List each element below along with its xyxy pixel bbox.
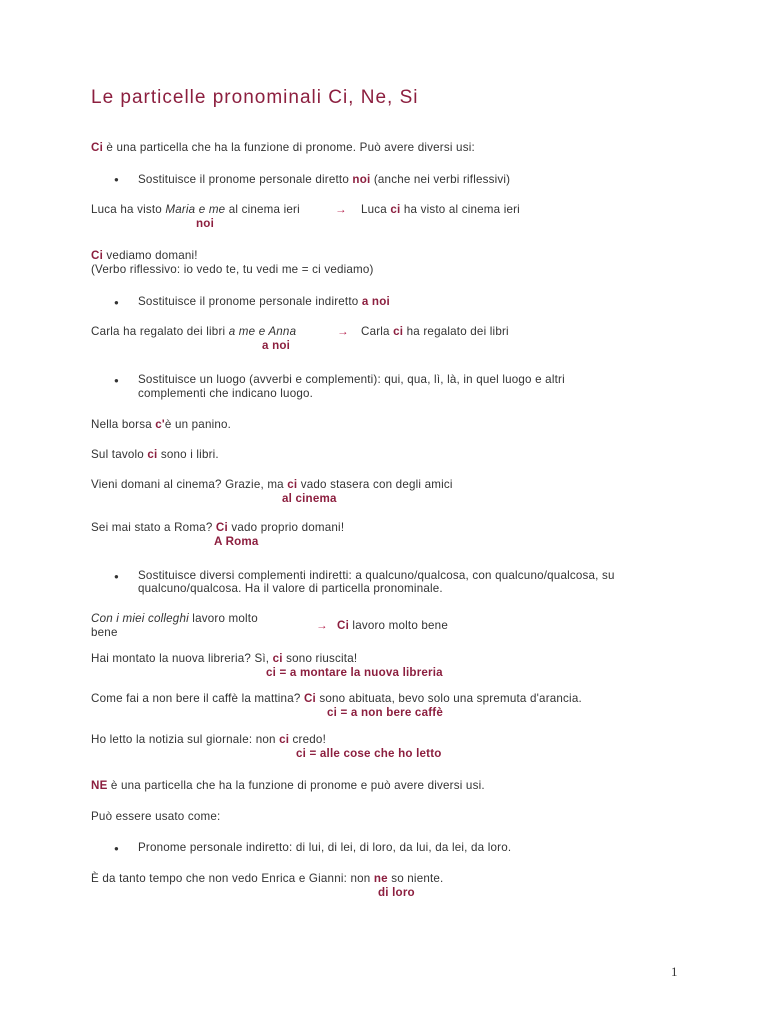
text: lavoro molto: [188, 612, 258, 625]
text: è una particella che ha la funzione di pronome. Può avere diversi usi:: [103, 141, 475, 154]
bullet-item-5: Pronome personale indiretto: di lui, di lei, di loro, da lui, da lei, da loro.: [138, 841, 512, 854]
arrow-right-icon: →: [316, 619, 328, 632]
example-3-left: [91, 325, 296, 339]
page-title: Le particelle pronominali Ci, Ne, Si: [91, 87, 419, 108]
bullet-item-3-line1: Sostituisce un luogo (avverbi e complementi): qui, qua, lì, là, in quel luogo e altri: [138, 373, 565, 386]
keyword: Ci: [303, 692, 316, 705]
gloss: ci = alle cose che ho letto: [296, 747, 442, 760]
text: Come fai a non bere il caffè la mattina?: [91, 692, 304, 705]
arrow-right-icon: →: [335, 203, 347, 216]
keyword: ci: [287, 478, 298, 491]
keyword: ci: [390, 203, 401, 216]
text: so niente.: [387, 872, 444, 885]
text: Carla ha regalato dei libri: [91, 325, 229, 338]
text-italic: a me e Anna: [228, 325, 297, 338]
gloss: a noi: [262, 339, 291, 352]
text: vediamo domani!: [103, 249, 198, 262]
keyword: noi: [352, 173, 371, 186]
example-7: [91, 521, 344, 535]
text: sono i libri.: [157, 448, 219, 461]
text: vado proprio domani!: [227, 521, 345, 534]
bullet-icon: ●: [114, 376, 119, 385]
text: sono riuscita!: [282, 652, 358, 665]
text: Hai montato la nuova libreria? Sì,: [91, 652, 273, 665]
example-9: [91, 652, 357, 666]
gloss: di loro: [378, 886, 415, 899]
bullet-item-3-line2: complementi che indicano luogo.: [138, 387, 314, 400]
text: credo!: [289, 733, 326, 746]
text: Ho letto la notizia sul giornale: non: [91, 733, 280, 746]
text: (anche nei verbi riflessivi): [370, 173, 511, 186]
bullet-icon: ●: [114, 844, 119, 853]
text: vado stasera con degli amici: [297, 478, 453, 491]
bullet-item-4-line1: Sostituisce diversi complementi indiretti: a qualcuno/qualcosa, con qualcuno/qualcosa, su: [138, 569, 615, 582]
example-12: [91, 872, 443, 886]
example-10: [91, 692, 582, 706]
text: al cinema ieri: [225, 203, 300, 216]
keyword: a noi: [361, 295, 390, 308]
example-11: [91, 733, 326, 747]
example-2: [91, 249, 198, 263]
example-4: [91, 418, 231, 432]
text: Luca ha visto: [91, 203, 166, 216]
text: Sei mai stato a Roma?: [91, 521, 216, 534]
text: è una particella che ha la funzione di pronome e può avere diversi usi.: [107, 779, 485, 792]
keyword: Ci: [91, 249, 103, 262]
example-8-right: [337, 619, 448, 633]
example-2-note: (Verbo riflessivo: io vedo te, tu vedi me = ci vediamo): [91, 263, 374, 276]
keyword: Ci: [215, 521, 228, 534]
text: è un panino.: [164, 418, 232, 431]
paragraph: Può essere usato come:: [91, 810, 221, 823]
text: È da tanto tempo che non vedo Enrica e Gianni: non: [91, 872, 374, 885]
text: Luca: [361, 203, 391, 216]
example-6: [91, 478, 453, 492]
gloss: ci = a non bere caffè: [327, 706, 443, 719]
text: ha regalato dei libri: [403, 325, 509, 338]
text: Sostituisce il pronome personale indiretto: [138, 295, 362, 308]
text: ha visto al cinema ieri: [400, 203, 520, 216]
example-3-right: [361, 325, 509, 339]
keyword: ci: [147, 448, 158, 461]
example-8-left-line2: bene: [91, 626, 118, 639]
keyword-ne: NE: [91, 779, 108, 792]
paragraph-ne-intro: [91, 779, 485, 793]
paragraph-ci-intro: [91, 141, 475, 155]
text: Nella borsa: [91, 418, 156, 431]
bullet-icon: ●: [114, 298, 119, 307]
keyword: ci: [272, 652, 283, 665]
example-1-right: [361, 203, 520, 217]
text-italic: Maria e me: [165, 203, 226, 216]
text: Sostituisce il pronome personale diretto: [138, 173, 353, 186]
example-8-left: [91, 612, 258, 626]
text: sono abituata, bevo solo una spremuta d'arancia.: [315, 692, 582, 705]
example-1-left: [91, 203, 300, 217]
keyword: c': [155, 418, 165, 431]
bullet-icon: ●: [114, 175, 119, 184]
gloss: noi: [196, 217, 214, 230]
text: Sul tavolo: [91, 448, 148, 461]
keyword: Ci: [337, 619, 349, 632]
bullet-item-2: [138, 295, 390, 309]
page-number: 1: [671, 964, 678, 979]
keyword-ci: Ci: [91, 141, 103, 154]
gloss: A Roma: [214, 535, 259, 548]
example-5: [91, 448, 219, 462]
text-italic: Con i miei colleghi: [91, 612, 189, 625]
gloss: ci = a montare la nuova libreria: [266, 666, 443, 679]
keyword: ne: [373, 872, 388, 885]
arrow-right-icon: →: [337, 325, 349, 338]
keyword: ci: [393, 325, 404, 338]
bullet-item-4-line2: qualcuno/qualcosa. Ha il valore di particella pronominale.: [138, 582, 443, 595]
keyword: ci: [279, 733, 290, 746]
text: Carla: [361, 325, 394, 338]
text: lavoro molto bene: [349, 619, 448, 632]
text: Vieni domani al cinema? Grazie, ma: [91, 478, 288, 491]
gloss: al cinema: [282, 492, 337, 505]
bullet-item-1: [138, 173, 510, 187]
bullet-icon: ●: [114, 572, 119, 581]
